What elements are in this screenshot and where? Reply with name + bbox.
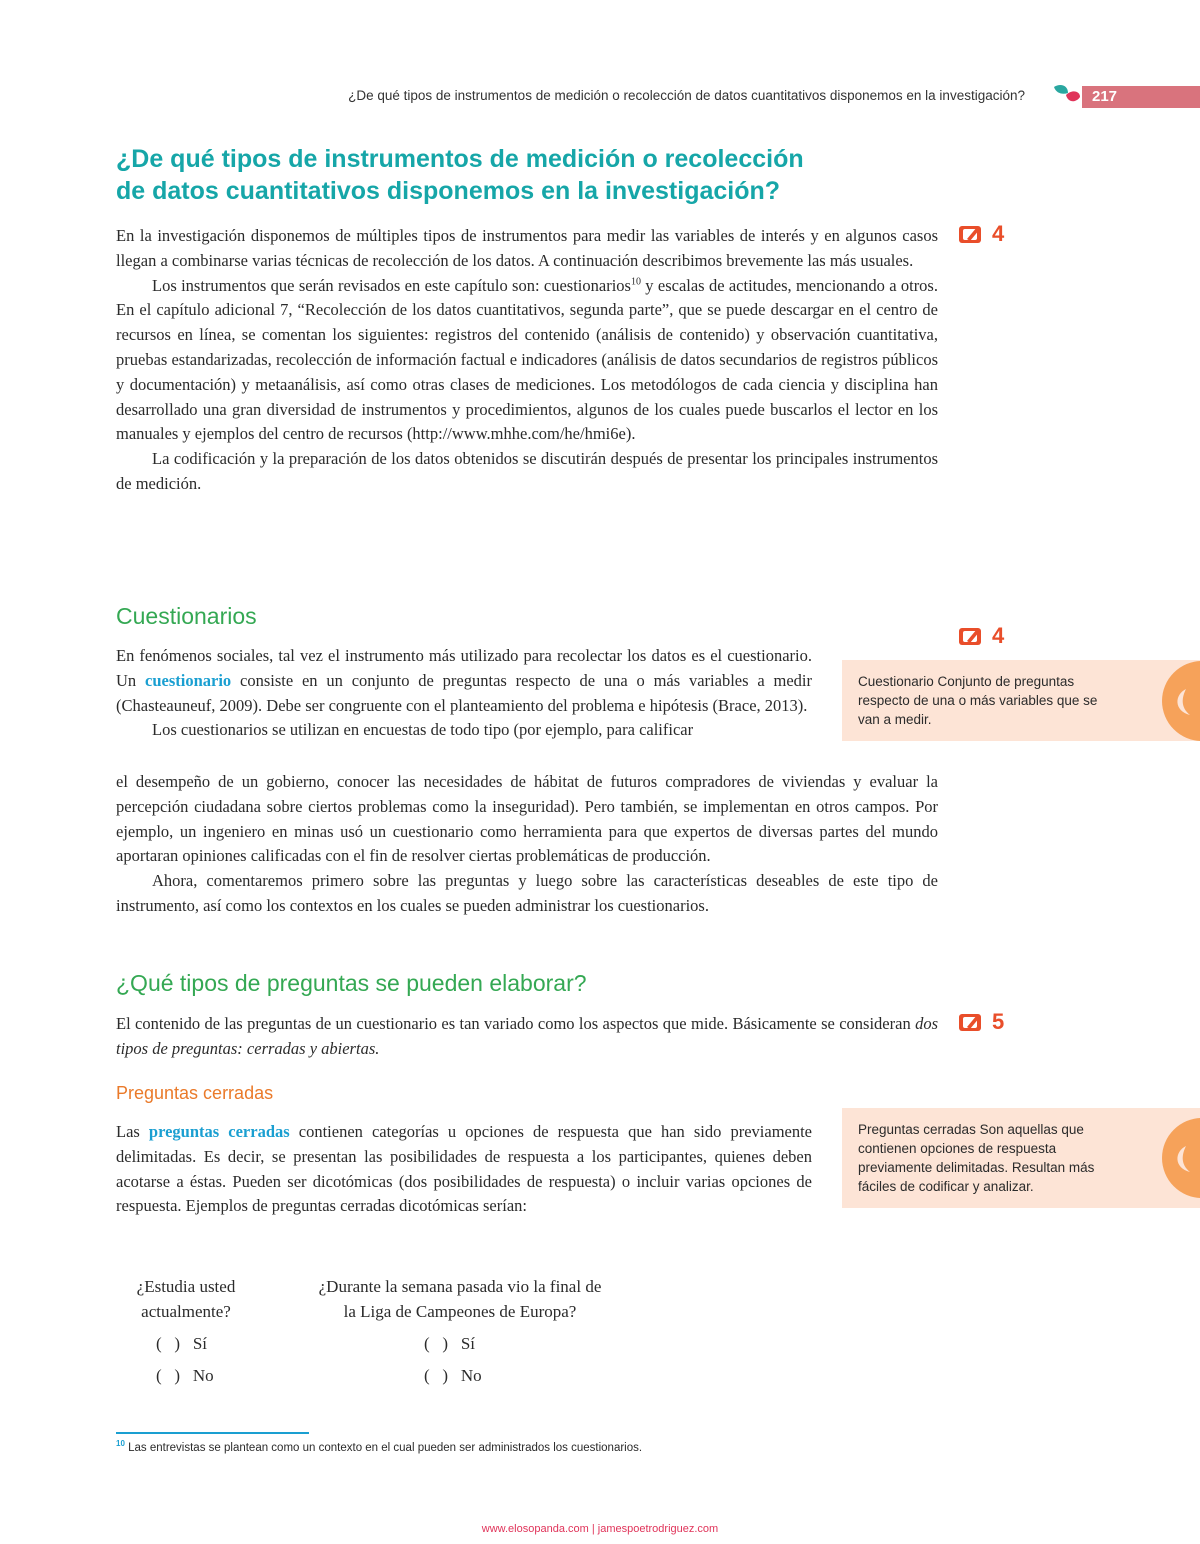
decorative-circle-icon [1156,655,1200,747]
heading-preguntas-cerradas: Preguntas cerradas [116,1083,274,1103]
option-no-1[interactable]: ( ) No [156,1366,214,1385]
cuestionarios-section [116,644,812,743]
margin-marker-1: 4 [958,221,1004,247]
page-footer-links[interactable]: www.elosopanda.com | jamespoetrodriguez.com [481,1523,719,1535]
tipos-paragraph: El contenido de las preguntas de un cuestionario es tan variado como los aspectos que mide. Básicamente se consideran dos tipos de preguntas: cerradas y abiertas. [116,1014,938,1058]
intro-paragraph-1: En la investigación disponemos de múltiples tipos de instrumentos para medir las variables de interés y en algunos casos llegan a combinarse varias técnicas de recolección de los datos. A continuación describimos brevemente las más usuales. [116,226,938,270]
intro-paragraph-3: La codificación y la preparación de los datos obtenidos se discutirán después de presentar los principales instrumentos de medición. [116,449,938,493]
intro-paragraph-2: Los instrumentos que serán revisados en este capítulo son: cuestionarios$^{10}$ y escalas de actitudes, mencionando a otros. En el capítulo adicional 7, “Recolección de los datos cuantitativos, segunda parte”, que se puede descargar en el centro de recursos en línea, se comentan los siguientes: registros del contenido (análisis de contenido) y observación cuantitativa, pruebas estandarizadas, recolección de información factual e indicadores (análisis de datos secundarios de registros públicos y documentación) y metaanálisis, así como otras clases de mediciones. Los metodólogos de cada ciencia y disciplina han desarrollado una gran diversidad de instrumentos y procedimientos, algunos de los cuales puede buscarlos el lector en los manuales y ejemplos del centro de recursos (http://www.mhhe.com/he/hmi6e). [116,275,938,444]
cuestionarios-paragraph-1: En fenómenos sociales, tal vez el instrumento más utilizado para recolectar los datos es el cuestionario. Un cuestionario consiste en un conjunto de preguntas respecto de una o más variables a medir (Chasteauneuf, 2009). Debe ser congruente con el planteamiento del problema e hipótesis (Brace, 2013). [116,646,812,715]
margin-marker-2: 4 [958,623,1004,649]
emphasis-text: dos tipos de preguntas: cerradas y abiertas. [116,1014,938,1058]
pencil-book-icon [958,223,984,245]
option-no-2[interactable]: ( ) No [424,1366,482,1385]
intro-section [116,224,938,497]
page-title [116,143,876,207]
title-line-2: de datos cuantitativos disponemos en la investigación? [116,177,781,205]
cuestionarios-section-wide [116,770,938,919]
heading-tipos-de-preguntas: ¿Qué tipos de preguntas se pueden elaborar? [116,970,587,996]
footnote-divider [116,1432,309,1434]
heading-cuestionarios: Cuestionarios [116,603,257,629]
cerradas-paragraph: Las preguntas cerradas contienen categorías u opciones de respuesta que han sido previamente delimitadas. Es decir, se presentan las posibilidades de respuesta a los participantes, quienes deben acotarse a éstas. Pueden ser dicotómicas (dos posibilidades de respuesta) o incluir varias opciones de respuesta. Ejemplos de preguntas cerradas dicotómicas serían: [116,1122,813,1216]
running-header: ¿De qué tipos de instrumentos de medición o recolección de datos cuantitativos disponemos en la investigación? [348,88,1025,103]
decorative-circle-icon [1156,1112,1200,1204]
pencil-book-icon [958,625,984,647]
tipos-section [116,1012,938,1062]
term-preguntas-cerradas[interactable]: preguntas cerradas [148,1122,290,1141]
footnote-number: 10 [116,1439,125,1449]
footnote-text: Las entrevistas se plantean como un contexto en el cual pueden ser administrados los cuestionarios. [128,1442,643,1454]
footnote-ref[interactable]: 10 [630,276,641,288]
glossary-box-preguntas-cerradas [842,1108,1200,1208]
leaf-icon [1052,83,1082,109]
cuestionarios-paragraph-2b: el desempeño de un gobierno, conocer las necesidades de hábitat de futuros compradores de viviendas y evaluar la percepción ciudadana sobre ciertos problemas como la inseguridad). Pero también, se implementan en otros campos. Por ejemplo, un ingeniero en minas usó un cuestionario como herramienta para que expertos de diversas partes del mundo aportaran opiniones calificadas con el fin de resolver ciertas problemáticas de producción. [116,772,938,866]
example-question-1: ¿Estudia usted actualmente? [136,1277,236,1321]
pencil-book-icon [958,1011,984,1033]
margin-marker-3: 5 [958,1009,1004,1035]
footnote [116,1439,643,1454]
glossary-box-cuestionario [842,660,1200,741]
cuestionarios-paragraph-2a: Los cuestionarios se utilizan en encuestas de todo tipo (por ejemplo, para calificar [152,720,694,740]
option-yes-2[interactable]: ( ) Sí [424,1334,475,1353]
page-number: 217 [1082,86,1200,108]
example-question-2: ¿Durante la semana pasada vio la final de la Liga de Campeones de Europa? [318,1277,602,1321]
glossary-text: Cuestionario Conjunto de preguntas respecto de una o más variables que se van a medir. [858,674,1098,727]
glossary-text: Preguntas cerradas Son aquellas que contienen opciones de respuesta previamente delimitadas. Resultan más fáciles de codificar y analizar. [858,1122,1095,1194]
cuestionarios-paragraph-3: Ahora, comentaremos primero sobre las preguntas y luego sobre las características deseables de este tipo de instrumento, así como los contextos en los cuales se pueden administrar los cuestionarios. [116,871,938,915]
title-line-1: ¿De qué tipos de instrumentos de medición o recolección [116,145,804,173]
term-cuestionario[interactable]: cuestionario [145,670,232,690]
option-yes-1[interactable]: ( ) Sí [156,1334,207,1353]
cerradas-section [116,1120,812,1219]
